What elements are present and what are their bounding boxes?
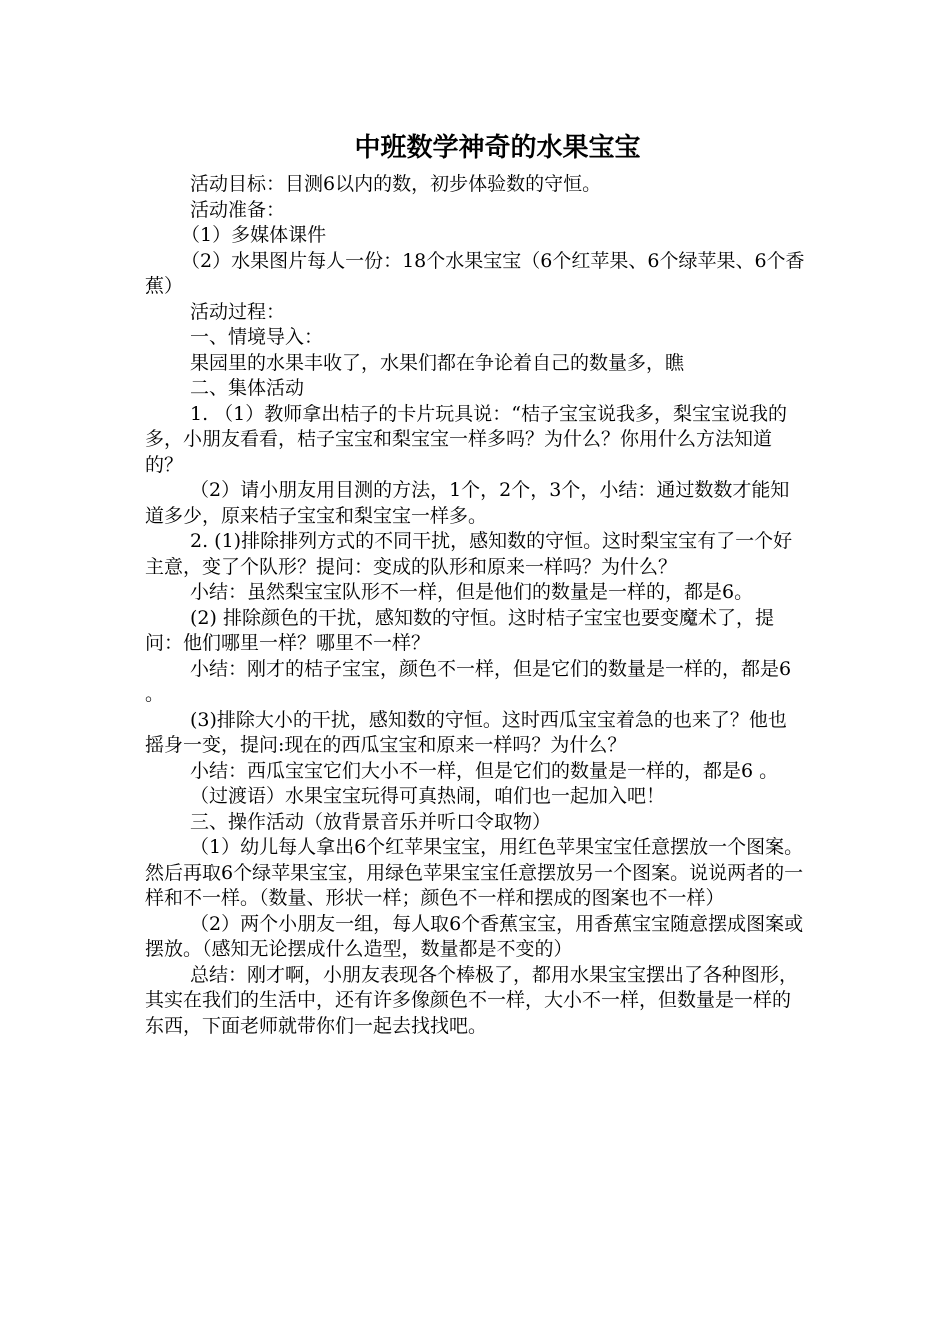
paragraph-step-2-3: (3)排除大小的干扰，感知数的守恒。这时西瓜宝宝着急的也来了？他也摇身一变，提问:现在的西瓜宝宝和原来一样吗？为什么？: [145, 708, 787, 756]
paragraph-transition: （过渡语）水果宝宝玩得可真热闹，咱们也一起加入吧！: [190, 785, 666, 807]
paragraph-section-1-heading: 一、情境导入：: [190, 326, 324, 348]
paragraph-section-3-heading: 三、操作活动（放背景音乐并听口令取物）: [190, 810, 552, 833]
paragraph-section-2-heading: 二、集体活动: [190, 377, 305, 399]
paragraph-step-1-2: （2）请小朋友用目测的方法，1个，2个，3个，小结：通过数数才能知道多少，原来桔子宝宝和梨宝宝一样多。: [145, 479, 790, 527]
paragraph-preparation-item-2: （2）水果图片每人一份：18个水果宝宝（6个红苹果、6个绿苹果、6个香蕉）: [145, 249, 805, 297]
paragraph-process-heading: 活动过程：: [190, 300, 286, 323]
paragraph-operation-2: （2）两个小朋友一组，每人取6个香蕉宝宝，用香蕉宝宝随意摆成图案或摆放。（感知无论摆成什么造型，数量都是不变的）: [145, 912, 804, 960]
paragraph-section-1-text: 果园里的水果丰收了，水果们都在争论着自己的数量多，瞧: [190, 351, 685, 374]
paragraph-preparation-heading: 活动准备：: [190, 198, 286, 221]
paragraph-step-1-1: 1. （1）教师拿出桔子的卡片玩具说：“桔子宝宝说我多，梨宝宝说我的多，小朋友看看，桔子宝宝和梨宝宝一样多吗？为什么？你用什么方法知道的？: [145, 402, 787, 476]
paragraph-operation-1: （1）幼儿每人拿出6个红苹果宝宝，用红色苹果宝宝任意摆放一个图案。然后再取6个绿苹果宝宝，用绿色苹果宝宝任意摆放另一个图案。说说两者的一样和不一样。（数量、形状一样；颜色不一样和摆成的图案也不一样）: [145, 836, 804, 909]
paragraph-goal: 活动目标：目测6以内的数，初步体验数的守恒。: [190, 173, 602, 195]
paragraph-step-2-1: 2. (1)排除排列方式的不同干扰，感知数的守恒。这时梨宝宝有了一个好主意，变了个队形？提问：变成的队形和原来一样吗？为什么？: [145, 530, 793, 578]
paragraph-step-2-2: (2) 排除颜色的干扰，感知数的守恒。这时桔子宝宝也要变魔术了，提问：他们哪里一样？哪里不一样？: [145, 606, 774, 654]
paragraph-summary-3: 小结：西瓜宝宝它们大小不一样，但是它们的数量是一样的，都是6 。: [190, 759, 779, 782]
paragraph-summary-2: 小结：刚才的桔子宝宝，颜色不一样，但是它们的数量是一样的，都是6 。: [145, 657, 798, 705]
paragraph-conclusion: 总结：刚才啊，小朋友表现各个棒极了，都用水果宝宝摆出了各种图形，其实在我们的生活中，还有许多像颜色不一样，大小不一样，但数量是一样的东西，下面老师就带你们一起去找找吧。: [145, 963, 799, 1037]
paragraph-summary-1: 小结：虽然梨宝宝队形不一样，但是他们的数量是一样的，都是6。: [190, 581, 754, 603]
document-title: 中班数学神奇的水果宝宝: [354, 133, 641, 163]
document-body: [145, 172, 805, 1039]
paragraph-preparation-item-1: （1）多媒体课件: [181, 224, 327, 246]
